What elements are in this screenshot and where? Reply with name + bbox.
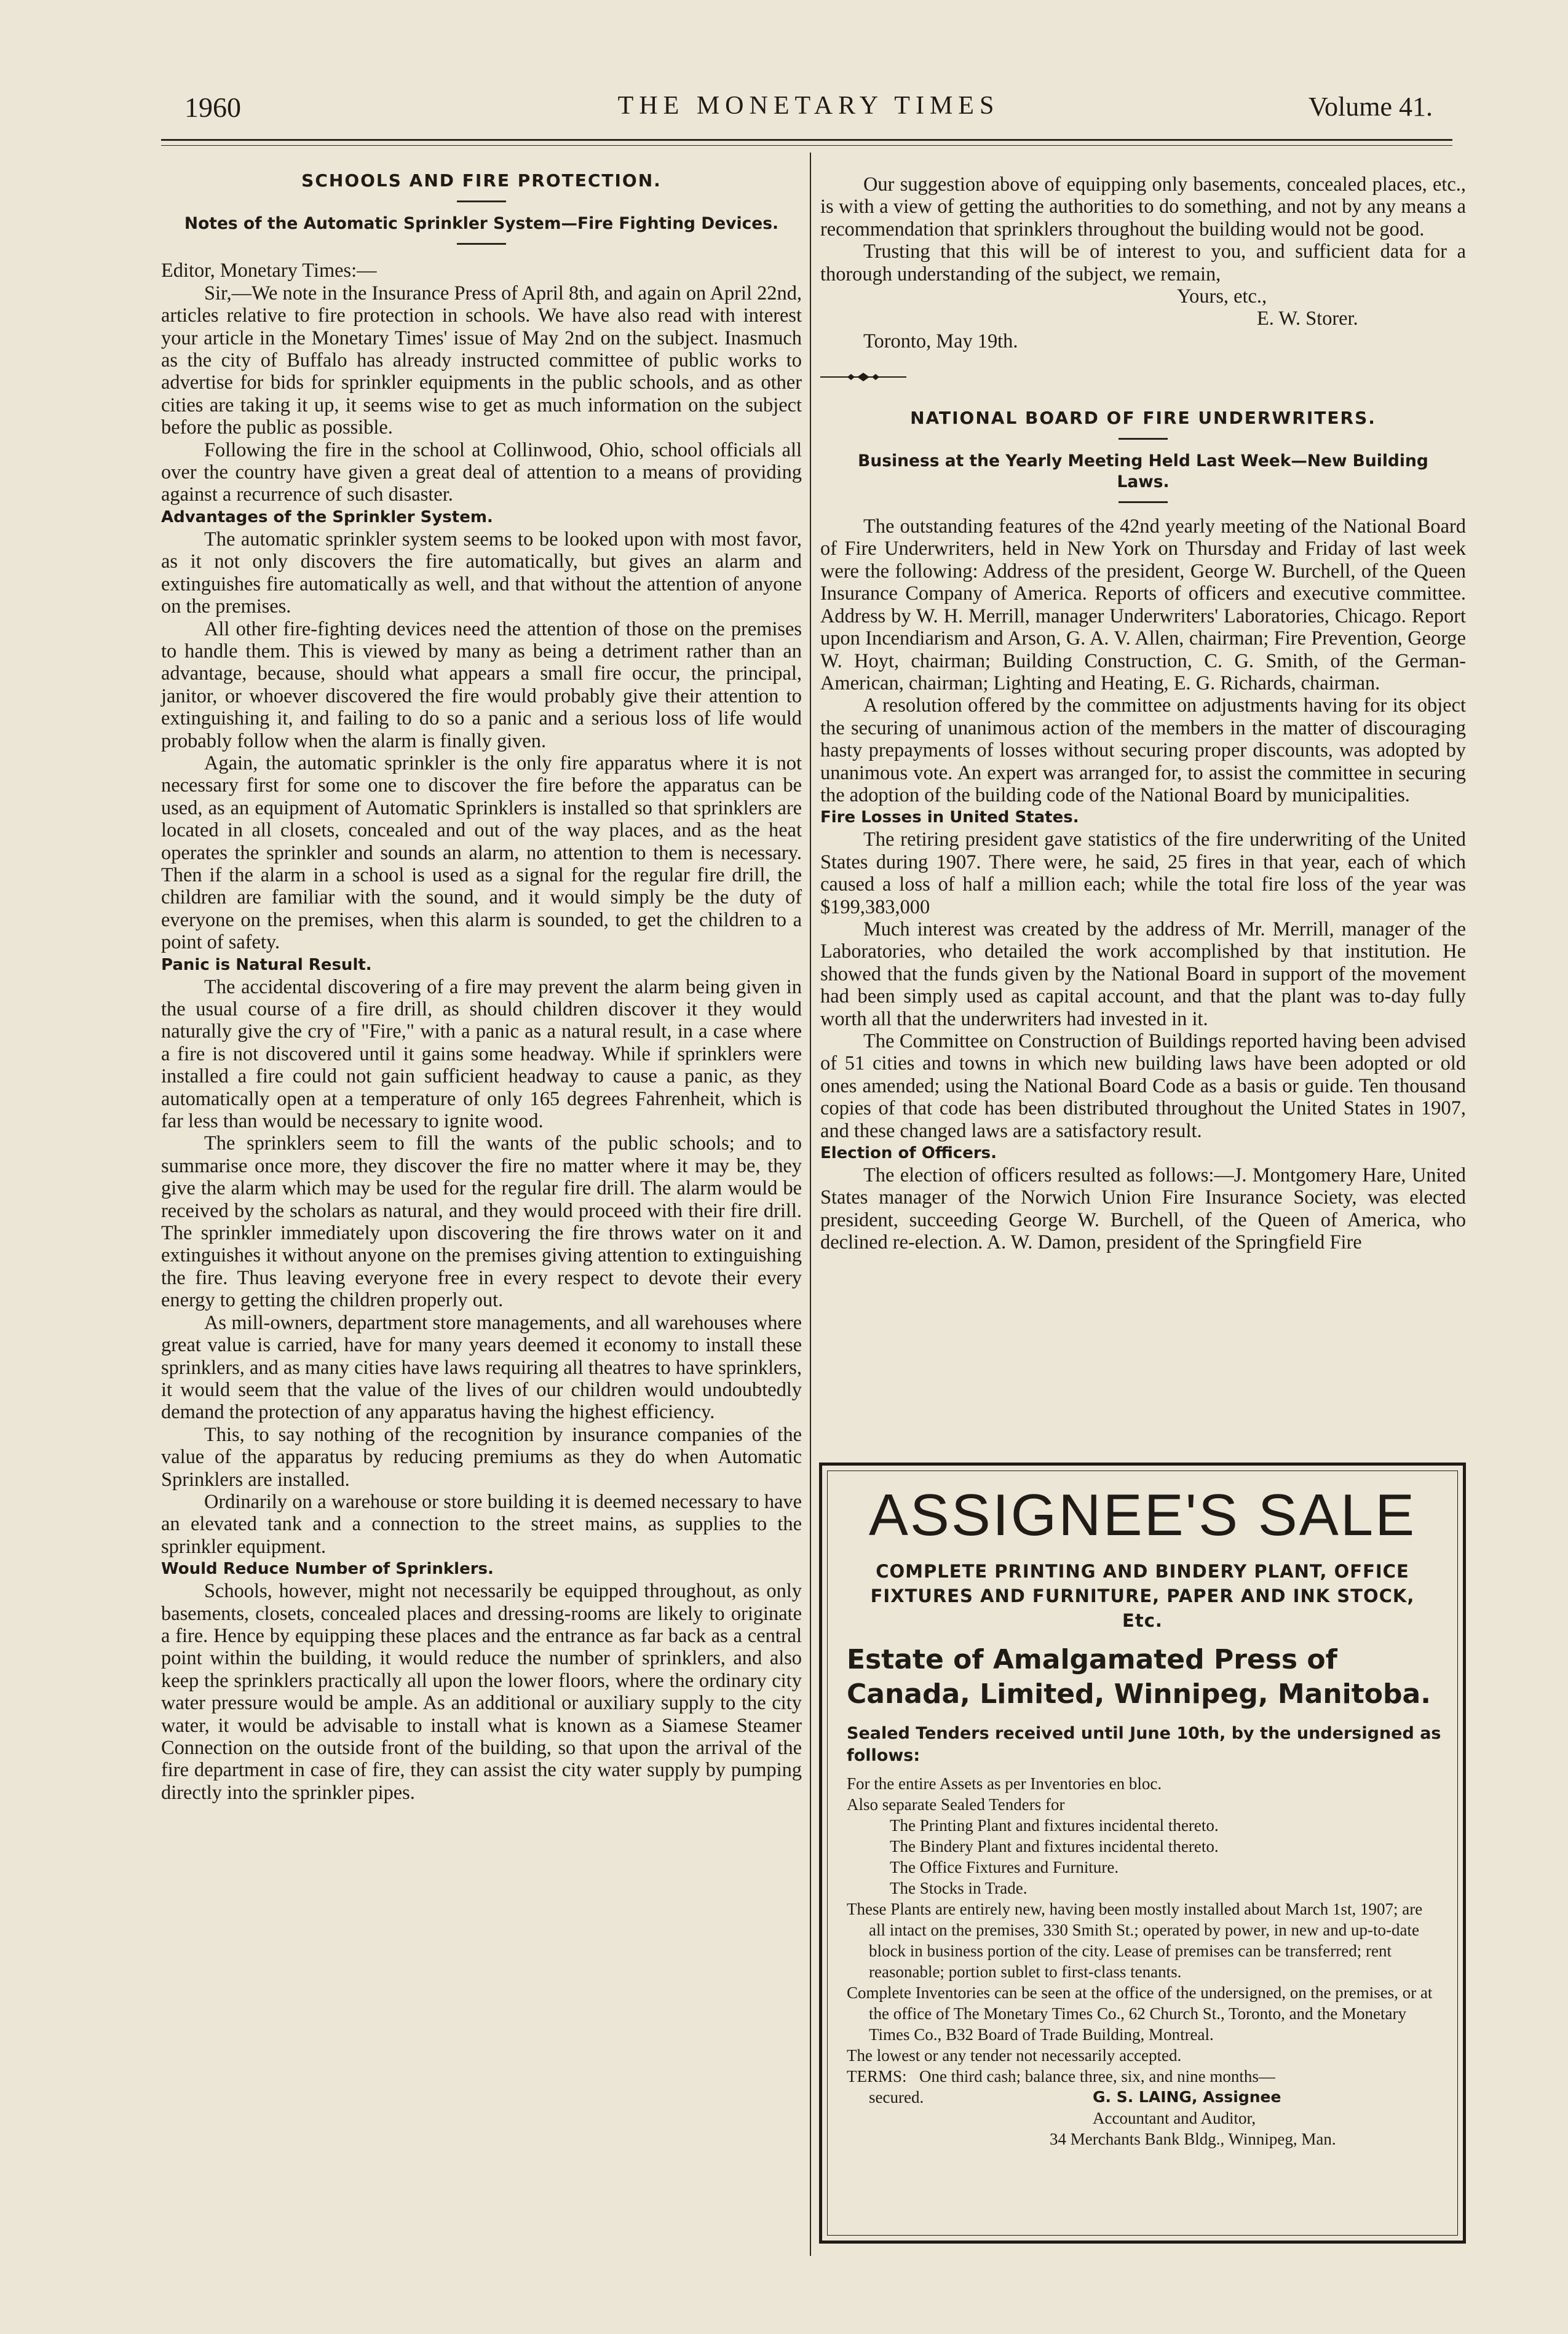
title-rule (1119, 438, 1168, 440)
title-rule (457, 200, 506, 202)
column-divider (810, 153, 811, 2256)
ad-assignee: G. S. LAING, Assignee (1093, 2088, 1281, 2106)
ad-terms (847, 2066, 1438, 2087)
paragraph: As mill-owners, department store managements, and all warehouses where great value is carried, have for many years deemed it economy to install these sprinklers, and as many cities have laws requiring all theatres to have sprinklers, it would seem that the value of the lives of our children would undoubtedly demand the protection of any apparatus having the highest efficiency. (161, 1311, 802, 1424)
paragraph: Following the fire in the school at Collinwood, Ohio, school officials all over the country have given a great deal of attention to a means of providing against a recurrence of such disaster. (161, 439, 802, 506)
page-number: 1960 (184, 92, 241, 123)
paragraph: The automatic sprinkler system seems to be looked upon with most favor, as it not only discovers the fire automatically, but gives an alarm and extinguishes fire automatically as well, and that without the attention of anyone on the premises. (161, 528, 802, 618)
paragraph: The Committee on Construction of Buildings reported having been advised of 51 cities and towns in which new building laws have been adopted or old ones amended; using the National Board Code as a basis or guide. Ten thousand copies of that code has been distributed throughout the United States in 1907, and these changed laws are a satisfactory result. (820, 1030, 1466, 1142)
paragraph: The sprinklers seem to fill the wants of the public schools; and to summarise once more, they discover the fire no matter where it may be, they give the alarm which may be used for the regular fire drill. The alarm would be received by the scholars as natural, and they would proceed with their fire drill. The sprinkler immediately upon discovering the fire throws water on it and extinguishes it without anyone on the premises giving attention to extinguishing the fire. Thus leaving everyone free in every respect to devote their every energy to getting the children properly out. (161, 1132, 802, 1312)
letter-closing: Yours, etc., (1177, 285, 1267, 308)
paragraph: The outstanding features of the 42nd yearly meeting of the National Board of Fire Underwriters, held in New York on Thursday and Friday of last week were the following: Address of the president, George W. Burchell, of the Queen Insurance Company of America. Reports of officers and executive committee. Address by W. H. Merrill, manager Underwriters' Laboratories, Chicago. Report upon Incendiarism and Arson, G. A. V. Allen, chairman; Fire Prevention, George W. Hoyt, chairman; Building Construction, C. G. Smith, of the German-American, chairman; Lighting and Heating, E. G. Richards, chairman. (820, 515, 1466, 694)
page-header (184, 91, 1433, 128)
ad-plants: These Plants are entirely new, having been mostly installed about March 1st, 1907; are all intact on the premises, 330 Smith St.; operated by power, in new and up-to-date block in business portion of the city. Lease of premises can be transferred; rent reasonable; portion sublet to first-class tenants. (847, 1900, 1423, 1981)
ad-terms-label: TERMS: (847, 2067, 907, 2086)
right-column (820, 173, 1466, 1254)
paragraph: Sir,—We note in the Insurance Press of April 8th, and again on April 22nd, articles relative to fire protection in schools. We have also read with interest your article in the Monetary Times' issue of May 2nd on the subject. Inasmuch as the city of Buffalo has already instructed committee of public works to advertise for bids for sprinkler equipments in the public schools, and as other cities are taking it up, it seems wise to get as much information on the subject before the public as possible. (161, 282, 802, 439)
ornament-divider (820, 371, 906, 383)
section-heading: Advantages of the Sprinkler System. (161, 507, 493, 526)
volume-label: Volume 41. (1308, 92, 1433, 122)
paragraph: Again, the automatic sprinkler is the only fire apparatus where it is not necessary first for some one to discover the fire before the apparatus can be used, as an equipment of Automatic Sprinklers is installed so that sprinklers are located in all closets, concealed and out of the way places, and as the heat operates the sprinkler and sounds an alarm, no attention to them is necessary. Then if the alarm in a school is used as a signal for the regular fire drill, the children are familiar with the sound, and it would simply be the duty of everyone on the premises, when this alarm is sounded, to get the children to a point of safety. (161, 752, 802, 954)
left-column (161, 170, 802, 1804)
ad-address: 34 Merchants Bank Bldg., Winnipeg, Man. (1050, 2130, 1336, 2148)
subtitle-rule (457, 243, 506, 245)
paragraph: Ordinarily on a warehouse or store building it is deemed necessary to have an elevated tank and a connection to the street mains, as supplies to the sprinkler equipment. (161, 1490, 802, 1558)
section-heading: Election of Officers. (820, 1144, 997, 1163)
header-rule (161, 139, 1452, 141)
letter-place-date: Toronto, May 19th. (863, 330, 1018, 352)
ad-terms-text: One third cash; balance three, six, and nine months— (919, 2067, 1275, 2086)
paragraph: Our suggestion above of equipping only basements, concealed places, etc., is with a view of getting the authorities to do something, and not by any means a recommendation that sprinklers throughout the building would not be good. (820, 173, 1466, 240)
ad-lowest: The lowest or any tender not necessarily accepted. (847, 2046, 1182, 2065)
article-title: SCHOOLS AND FIRE PROTECTION. (301, 170, 662, 191)
paragraph: The retiring president gave statistics of the fire underwriting of the United States during 1907. There were, he said, 25 fires in that year, each of which caused a loss of half a million each; while the total fire loss of the year was $199,383,000 (820, 828, 1466, 918)
ad-item: The Stocks in Trade. (890, 1879, 1028, 1897)
subtitle-rule (1119, 501, 1168, 503)
paragraph: Schools, however, might not necessarily be equipped throughout, as only basements, closets, concealed places and dressing-rooms are likely to originate a fire. Hence by equipping these places and the entrance as far back as a central point within the building, it would reduce the number of sprinklers, and also keep the sprinklers practically all upon the lower floors, where the ordinary city water pressure would be ample. As an additional or auxiliary supply to the city water, it would be advisable to install what is known as a Siamese Steamer Connection on the outside front of the building, so that upon the arrival of the fire department in case of fire, they can assist the city water supply by pumping directly into the sprinkler pipes. (161, 1580, 802, 1804)
ad-secured: secured. (869, 2088, 924, 2106)
article-title: NATIONAL BOARD OF FIRE UNDERWRITERS. (910, 407, 1376, 428)
salutation: Editor, Monetary Times:— (161, 260, 377, 282)
paragraph: All other fire-fighting devices need the attention of those on the premises to handle them. This is viewed by many as being a detriment rather than an advantage, because, should what appears a small fire occur, the principal, janitor, or whoever discovered the fire would probably give their attention to extinguishing it, and failing to do so a panic and a serious loss of life would probably follow when the alarm is finally given. (161, 617, 802, 752)
section-heading: Fire Losses in United States. (820, 808, 1079, 827)
ad-item: The Bindery Plant and fixtures incidental thereto. (890, 1837, 1219, 1856)
paragraph: The accidental discovering of a fire may prevent the alarm being given in the usual course of a fire drill, as should children discover it they would naturally give the cry of "Fire," with a panic as a natural result, in a case where a fire is not discovered until it gains some headway. While if sprinklers were installed a fire could not gain sufficient headway to cause a panic, as they automatically open at a temperature of only 165 degrees Fahrenheit, which is far less than would be necessary to ignite wood. (161, 975, 802, 1133)
ad-item: The Office Fixtures and Furniture. (890, 1858, 1119, 1876)
ad-signature-line (847, 2087, 1438, 2108)
paragraph: This, to say nothing of the recognition by insurance companies of the value of the apparatus by reducing premiums as they do when Automatic Sprinklers are installed. (161, 1423, 802, 1491)
paragraph: Much interest was created by the address of Mr. Merrill, manager of the Laboratories, who detailed the work accomplished by that institution. He showed that the funds given by the National Board in support of the movement had been simply used as capital account, and that the plant was to-day fully worth all that the underwriters had invested in it. (820, 918, 1466, 1030)
section-heading: Panic is Natural Result. (161, 955, 372, 974)
ad-subtitle: COMPLETE PRINTING AND BINDERY PLANT, OFFICE FIXTURES AND FURNITURE, PAPER AND INK STOCK, Etc. (870, 1561, 1415, 1631)
ad-line: Also separate Sealed Tenders for (847, 1795, 1065, 1814)
header-rule-thin (161, 145, 1452, 146)
ad-inventories: Complete Inventories can be seen at the office of the undersigned, on the premises, or at the office of The Monetary Times Co., 62 Church St., Toronto, and the Monetary Times Co., B32 Board of Trade Building, Montreal. (847, 1983, 1433, 2044)
paragraph: The election of officers resulted as follows:—J. Montgomery Hare, United States manager of the Norwich Union Fire Insurance Society, was elected president, succeeding George W. Burchell, of the Queen of America, who declined re-election. A. W. Damon, president of the Springfield Fire (820, 1164, 1466, 1254)
ad-title: ASSIGNEE'S SALE (868, 1482, 1417, 1548)
letter-signer: E. W. Storer. (1257, 308, 1358, 330)
paragraph: Trusting that this will be of interest to you, and sufficient data for a thorough understanding of the subject, we remain, (820, 240, 1466, 285)
masthead-title: THE MONETARY TIMES (617, 92, 1000, 120)
article-subtitle: Business at the Yearly Meeting Held Last Week—New Building Laws. (858, 451, 1428, 492)
ad-item: The Printing Plant and fixtures incidental thereto. (890, 1816, 1219, 1835)
section-heading: Would Reduce Number of Sprinklers. (161, 1560, 494, 1579)
ad-role: Accountant and Auditor, (1093, 2109, 1256, 2127)
ad-line: For the entire Assets as per Inventories en bloc. (847, 1774, 1162, 1793)
ad-estate: Estate of Amalgamated Press of Canada, Limited, Winnipeg, Manitoba. (847, 1644, 1431, 1710)
paragraph: A resolution offered by the committee on adjustments having for its object the securing of unanimous action of the members in the matter of discouraging hasty prepayments of losses without securing proper discounts, was adopted by unanimous vote. An expert was arranged for, to assist the committee in securing the adoption of the building code of the National Board by municipalities. (820, 694, 1466, 806)
ad-body (847, 1773, 1438, 2149)
article-subtitle: Notes of the Automatic Sprinkler System—Fire Fighting Devices. (184, 214, 779, 234)
ad-tenders: Sealed Tenders received until June 10th, by the undersigned as follows: (847, 1724, 1441, 1765)
assignee-sale-advertisement (819, 1463, 1466, 2244)
